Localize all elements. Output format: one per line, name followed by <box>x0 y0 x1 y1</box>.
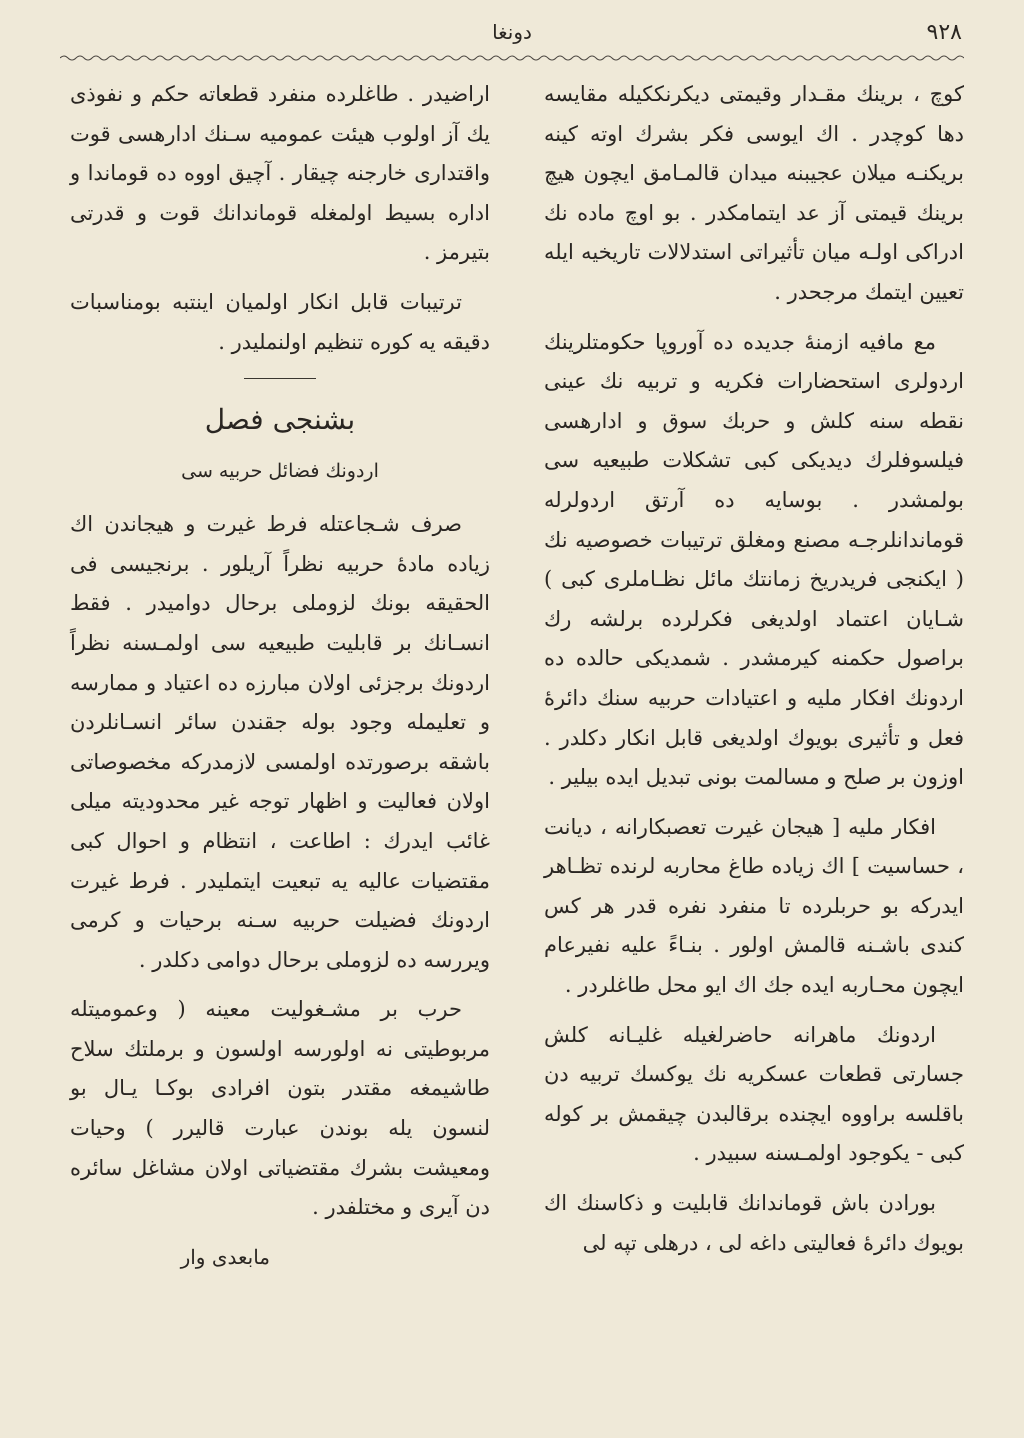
section-title: بشنجى فصل <box>204 403 356 437</box>
paragraph: كوچ ، برينك مقـدار وقيمتى ديكرنككيله مقايسه دها كوچدر . اك ايوسى فكر بشرك اوته كينه بريكنـه ميلان عجيبنه ميدان قالمـامق ايچون هيچ برينك قيمتى آز عد ايتمامكدر . بو اوچ ماده نك ادراكى اولـه ميان تأثيراتى استدلالات تاريخيه ايله تعيين ايتمك مرجحدر . <box>544 82 964 304</box>
page-number: ٩٢٨ <box>926 20 962 45</box>
section-divider <box>244 378 316 379</box>
section-subtitle: اردونك فضائل حربيه سى <box>181 460 379 483</box>
running-title: دونغا <box>492 20 532 44</box>
header-wavy-rule <box>60 54 964 62</box>
paragraph: صرف شـجاعتله فرط غيرت و هيجاندن اك زياده مادهٔ حربيه نظراً آريلور . برنجيسى فى الحقيقه بونك لزوملى برحال دواميدر . فقط انسـانك بر قابليت طبيعيه سى اولمـسنه نظراً اردونك برجزئى اولان مبارزه ده اعتياد و ممارسه و تعليمله وجود بوله جقندن سائر انسـانلردن باشقه برصورتده اولمسى لازمدركه مخصوصاتى اولان فعاليت و اظهار توجه غير محدوديته ميلى غائب ايدرك : اطاعت ، انتظام و احوال كبى مقتضيات عاليه يه تبعيت ايتمليدر . فرط غيرت اردونك فضيلت حربيه سـنه برحيات و كرمى ويررسه ده لزوملى برحال دوامى دكلدر . <box>70 512 490 972</box>
paragraph: بورادن باش قوماندانك قابليت و ذكاسنك اك بويوك دائرهٔ فعاليتى داغه لى ، درهلى تپه لى <box>544 1191 964 1255</box>
paragraph: اردونك ماهرانه حاضرلغيله غليـانه كلش جسارتى قطعات عسكريه نك يوكسك تربيه دن باقلسه براووه ايچنده برقالبدن چيقمش بر كوله كبى - يكوجود اولمـسنه سبيدر . <box>544 1022 964 1166</box>
paragraph: ترتيبات قابل انكار اولميان اينتبه بومناسبات دقيقه يه كوره تنظيم اولنمليدر . <box>70 289 490 354</box>
paragraph: مع مافيه ازمنهٔ جديده ده آوروپا حكومتلرينك اردولرى استحضارات فكريه و تربيه نك عينى نقطه سنه كلش و حربك سوق و ادارهسى فيلسوفلرك ديديكى كبى تشكلات طبيعيه سى بولمشدر . بوسايه ده آرتق اردولرله قوماندانلرجـه مصنع ومغلق ترتيبات خصوصيه نك ( ايكنجى فريدريخ زمانتك مائل نظـاملرى كبى ) شـايان اعتماد اولديغى فكرلرده برلشه رك براصول حكمنه كيرمشدر . شمديكى حالده ده اردونك افكار مليه و اعتيادات حربيه سنك دائرهٔ فعل و تأثيرى بويوك اولديغى قابل انكار دكلدر . اوزون بر صلح و مسالمت بونى تبديل ايده بيلير . <box>544 329 964 790</box>
paragraph: افكار مليه [ هيجان غيرت تعصبكارانه ، ديانت ، حساسيت ] اك زياده طاغ محاربه لرنده تظـاهر ايدركه بو حربلرده تا منفرد نفره قدر هر كس كندى باشـنه قالمش اولور . بنـاءً عليه نفيرعام ايچون محـاربه ايده جك اك ايو محل طاغلردر . <box>544 814 964 998</box>
right-column <box>544 75 964 1273</box>
left-column <box>70 75 490 1277</box>
continued-note: مابعدى وار <box>180 1244 270 1269</box>
paragraph: حرب بر مشـغوليت معينه ( وعموميتله مربوطيتى نه اولورسه اولسون و برملتك سلاح طاشيمغه مقتدر بتون افرادى بوكـا يـال بو لنسون يله بوندن عبارت قاليرر ) وحيات ومعيشت بشرك مقتضياتى اولان مشاغل سائره دن آيرى و مختلفدر . <box>70 997 490 1220</box>
paragraph: اراضيدر . طاغلرده منفرد قطعاته حكم و نفوذى يك آز اولوب هيئت عموميه سـنك ادارهسى قوت واقتدارى خارجنه چيقار . آچيق اووه ده قوماندا و اداره بسيط اولمغله قوماندانك قوت و قدرتى بتيرمز . <box>70 82 490 265</box>
